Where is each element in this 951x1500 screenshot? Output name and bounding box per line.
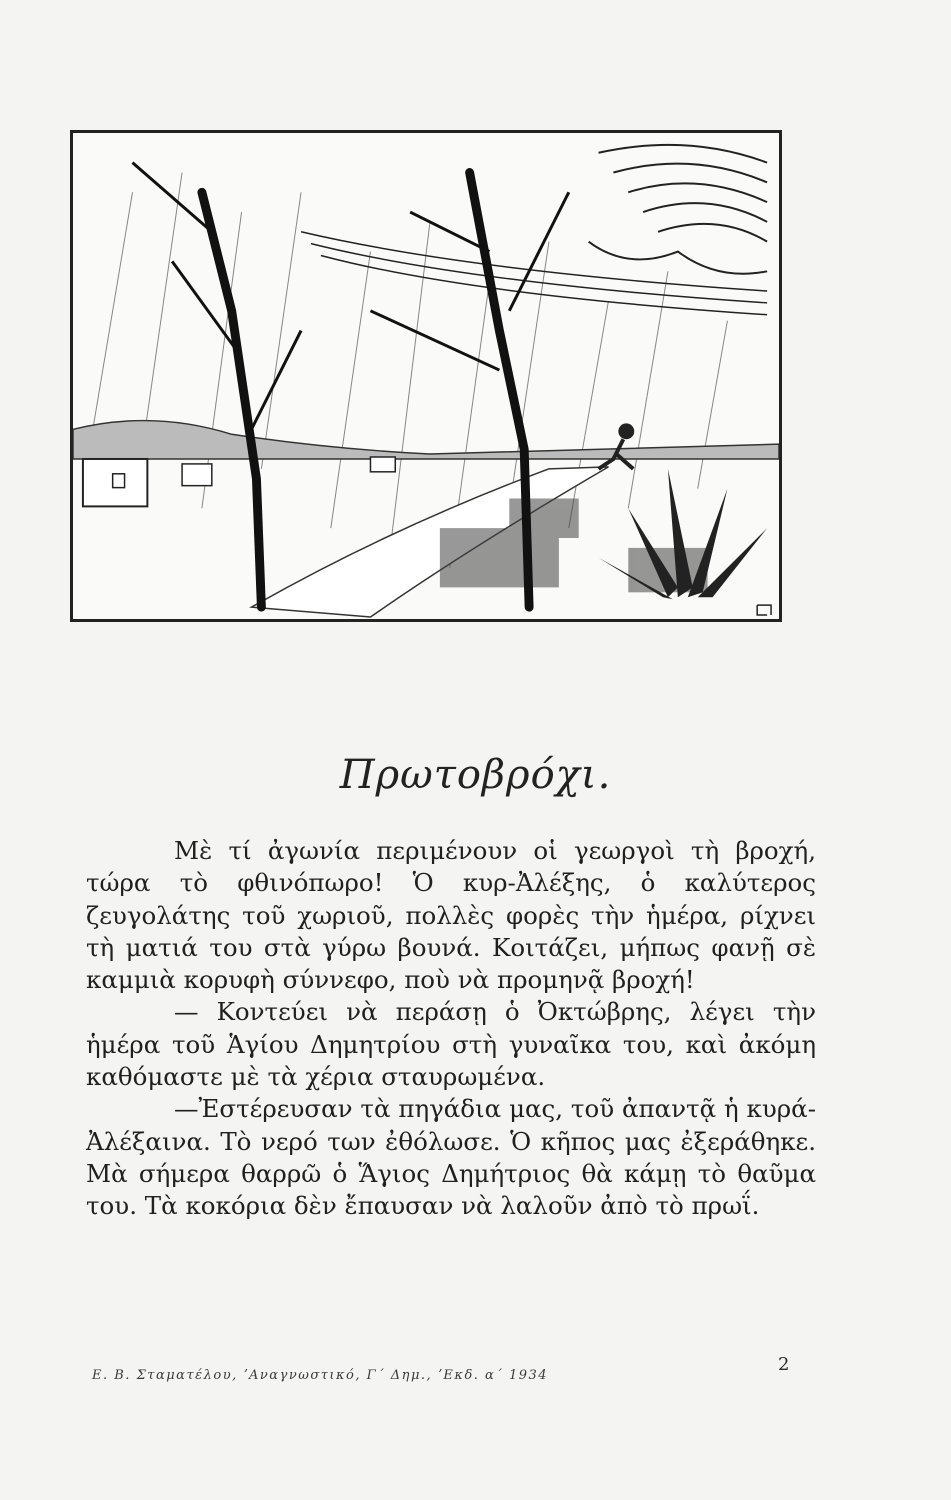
paragraph-1: Μὲ τί ἀγωνία περιμένουν οἱ γεωργοὶ τὴ βροχή, τώρα τὸ φθινόπωρο! Ὁ κυρ-Ἀλέξης, ὁ καλύτερος ζευγολάτης τοῦ χωριοῦ, πολλὲς φορὲς τὴν ἡμέρα, ρίχνει τὴ ματιά του στὰ γύρω βουνά. Κοιτάζει, μήπως φανῇ σὲ καμμιὰ κορυφὴ σύννεφο, ποὺ νὰ προμηνᾷ βροχή! <box>86 836 816 995</box>
illustration-drawing <box>73 133 779 619</box>
page-title: Πρωτοβρόχι. <box>339 752 612 798</box>
rain-landscape-illustration <box>70 130 782 622</box>
page-number: 2 <box>778 1354 790 1375</box>
footer-source-citation: Ε. Β. Σταματέλου, ʼΑναγνωστικό, Γ΄ Δημ., ʼΕκδ. α΄ 1934 <box>92 1368 549 1383</box>
paragraph-3: —Ἐστέρευσαν τὰ πηγάδια μας, τοῦ ἀπαντᾷ ἡ κυρά-Ἀλέξαινα. Τὸ νερό των ἐθόλωσε. Ὁ κῆπος μας ἐξεράθηκε. Μὰ σήμερα θαρρῶ ὁ Ἅγιος Δημήτριος θὰ κάμῃ τὸ θαῦμα του. Τὰ κοκόρια δὲν ἔπαυσαν νὰ λαλοῦν ἀπὸ τὸ πρωΐ. <box>86 1094 816 1221</box>
body-text <box>86 835 816 1223</box>
paragraph-2: — Κοντεύει νὰ περάσῃ ὁ Ὀκτώβρης, λέγει τὴν ἡμέρα τοῦ Ἁγίου Δημητρίου στὴ γυναῖκα του, καὶ ἀκόμη καθόμαστε μὲ τὰ χέρια σταυρωμένα. <box>86 997 816 1092</box>
